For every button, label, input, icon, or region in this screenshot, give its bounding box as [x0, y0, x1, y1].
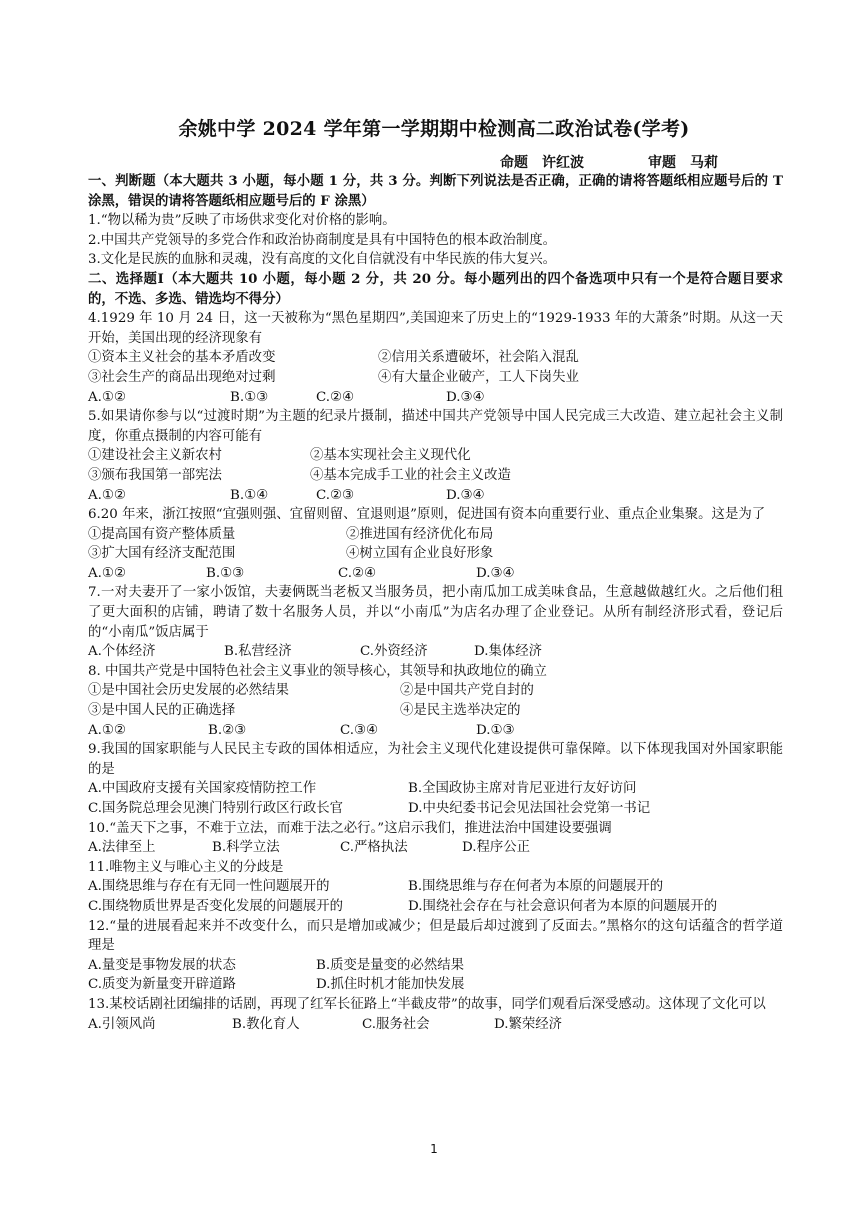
choice: C.③④	[340, 722, 379, 738]
question-9-choices-2	[88, 799, 783, 819]
statement: ②基本实现社会主义现代化	[310, 448, 471, 464]
choice: A.法律至上	[88, 840, 156, 856]
choice: A.①②	[88, 722, 126, 738]
choice: D.繁荣经济	[494, 1016, 563, 1032]
question-10-stem: 10.“盖天下之事，不难于立法，而难于法之必行。”这启示我们，推进法治中国建设要强调	[88, 820, 612, 836]
choice: A.个体经济	[88, 644, 156, 660]
page-number: 1	[430, 1142, 438, 1156]
question-13-choices	[88, 1015, 783, 1035]
choice: B.教化育人	[232, 1016, 300, 1032]
statement: ②推进国有经济优化布局	[346, 526, 494, 542]
question-6-choices	[88, 564, 783, 584]
statement: ③是中国人民的正确选择	[88, 703, 236, 719]
question-4-choices	[88, 388, 783, 408]
statement: ①是中国社会历史发展的必然结果	[88, 683, 289, 699]
question-8-stem: 8. 中国共产党是中国特色社会主义事业的领导核心，其领导和执政地位的确立	[88, 663, 547, 679]
statement: ①建设社会主义新农村	[88, 448, 222, 464]
choice: D.①③	[476, 722, 515, 738]
reviewer: 审题 马莉	[648, 155, 718, 171]
question-6-statements-2	[88, 544, 783, 564]
statement: ④基本完成手工业的社会主义改造	[310, 467, 511, 483]
choice: C.严格执法	[340, 840, 408, 856]
choice: C.服务社会	[362, 1016, 430, 1032]
question-5-statements-1	[88, 446, 783, 466]
question-4-statements-1	[88, 348, 783, 368]
choice: B.①④	[230, 487, 269, 503]
choice: B.私营经济	[224, 644, 292, 660]
question-8-statements-1	[88, 681, 783, 701]
choice: D.③④	[476, 565, 515, 581]
choice: C.②③	[316, 487, 355, 503]
question-5-statements-2	[88, 466, 783, 486]
statement: ④有大量企业破产，工人下岗失业	[378, 369, 579, 385]
question-5-choices	[88, 486, 783, 506]
choice: C.②④	[316, 389, 355, 405]
question-12-stem: 12.“量的进展看起来并不改变什么，而只是增加或减少；但是最后却过渡到了反面去。”黑格尔的这句话蕴含的哲学道理是	[88, 918, 783, 954]
question-12-choices-2	[88, 975, 783, 995]
statement: ③社会生产的商品出现绝对过剩	[88, 369, 276, 385]
statement: ①资本主义社会的基本矛盾改变	[88, 350, 276, 366]
choice: D.围绕社会存在与社会意识何者为本原的问题展开的	[408, 898, 718, 914]
choice: A.量变是事物发展的状态	[88, 957, 236, 973]
choice: A.①②	[88, 389, 126, 405]
section-2-heading: 二、选择题Ⅰ（本大题共 10 小题，每小题 2 分，共 20 分。每小题列出的四个备选项中只有一个是符合题目要求的，不选、多选、错选均不得分）	[88, 270, 783, 307]
choice: A.引领风尚	[88, 1016, 156, 1032]
question-11-stem: 11.唯物主义与唯心主义的分歧是	[88, 859, 284, 875]
choice: C.国务院总理会见澳门特别行政区行政长官	[88, 801, 344, 816]
choice: D.③④	[446, 389, 485, 405]
question-4-statements-2	[88, 368, 783, 388]
statement: ③颁布我国第一部宪法	[88, 467, 222, 483]
choice: B.①③	[230, 389, 269, 405]
question-7-choices	[88, 642, 783, 662]
choice: C.围绕物质世界是否变化发展的问题展开的	[88, 898, 344, 914]
statement: ④是民主选举决定的	[400, 703, 521, 719]
question-11-choices-1	[88, 877, 783, 897]
exam-title: 余姚中学 2024 学年第一学期期中检测高二政治试卷(学考)	[178, 118, 690, 140]
question-9-choices-1	[88, 779, 783, 799]
choice: D.中央纪委书记会见法国社会党第一书记	[408, 801, 651, 816]
choice: B.全国政协主席对肯尼亚进行友好访问	[408, 781, 637, 797]
exam-content	[88, 172, 783, 1034]
statement: ③扩大国有经济支配范围	[88, 546, 236, 562]
authors-line	[500, 152, 718, 172]
choice: D.程序公正	[462, 840, 531, 856]
question-9-stem: 9.我国的国家职能与人民民主专政的国体相适应，为社会主义现代化建设提供可靠保障。以下体现我国对外国家职能的是	[88, 742, 783, 777]
question-10-choices	[88, 838, 783, 858]
question-7-stem: 7.一对夫妻开了一家小饭馆，夫妻俩既当老板又当服务员，把小南瓜加工成美味食品，生意越做越红火。之后他们租了更大面积的店铺，聘请了数十名服务人员，并以“小南瓜”为店名办理了企业登记。从所有制经济形式看，登记后的“小南瓜”饭店属于	[88, 585, 783, 640]
question-4-stem: 4.1929 年 10 月 24 日，这一天被称为“黑色星期四”,美国迎来了历史上的“1929-1933 年的大萧条”时期。从这一天开始，美国出现的经济现象有	[88, 311, 783, 346]
choice: B.围绕思维与存在何者为本原的问题展开的	[408, 879, 664, 895]
question-6-stem: 6.20 年来，浙江按照“宜强则强、宜留则留、宜退则退”原则，促进国有资本向重要行业、重点企业集聚。这是为了	[88, 507, 766, 523]
question-6-statements-1	[88, 525, 783, 545]
choice: B.①③	[206, 565, 245, 581]
proposer: 命题 许红波	[500, 155, 584, 171]
choice: A.中国政府支援有关国家疫情防控工作	[88, 781, 317, 797]
question-3: 3.文化是民族的血脉和灵魂，没有高度的文化自信就没有中华民族的伟大复兴。	[88, 252, 557, 268]
question-8-statements-2	[88, 701, 783, 721]
question-1: 1.“物以稀为贵”反映了市场供求变化对价格的影响。	[88, 213, 396, 229]
question-2: 2.中国共产党领导的多党合作和政治协商制度是具有中国特色的根本政治制度。	[88, 232, 557, 248]
choice: B.科学立法	[212, 840, 280, 856]
choice: C.外资经济	[360, 644, 428, 660]
section-1-heading: 一、判断题（本大题共 3 小题，每小题 1 分，共 3 分。判断下列说法是否正确，正确的请将答题纸相应题号后的 T 涂黑，错误的请将答题纸相应题号后的 F 涂黑）	[88, 173, 783, 209]
choice: A.①②	[88, 487, 126, 503]
choice: C.质变为新量变开辟道路	[88, 977, 236, 993]
question-13-stem: 13.某校话剧社团编排的话剧，再现了红军长征路上“半截皮带”的故事，同学们观看后深受感动。这体现了文化可以	[88, 996, 766, 1012]
choice: B.质变是量变的必然结果	[316, 957, 465, 973]
question-8-choices	[88, 721, 783, 741]
choice: D.③④	[446, 487, 485, 503]
choice: C.②④	[338, 565, 377, 581]
question-11-choices-2	[88, 897, 783, 917]
question-12-choices-1	[88, 956, 783, 976]
statement: ④树立国有企业良好形象	[346, 546, 494, 562]
choice: D.抓住时机才能加快发展	[316, 977, 465, 993]
statement: ②信用关系遭破坏，社会陷入混乱	[378, 350, 579, 366]
choice: B.②③	[208, 722, 247, 738]
choice: D.集体经济	[474, 644, 543, 660]
statement: ②是中国共产党自封的	[400, 683, 534, 699]
choice: A.围绕思维与存在有无同一性问题展开的	[88, 879, 330, 895]
question-5-stem: 5.如果请你参与以“过渡时期”为主题的纪录片摄制，描述中国共产党领导中国人民完成三大改造、建立起社会主义制度，你重点摄制的内容可能有	[88, 409, 783, 444]
statement: ①提高国有资产整体质量	[88, 526, 236, 542]
choice: A.①②	[88, 565, 126, 581]
